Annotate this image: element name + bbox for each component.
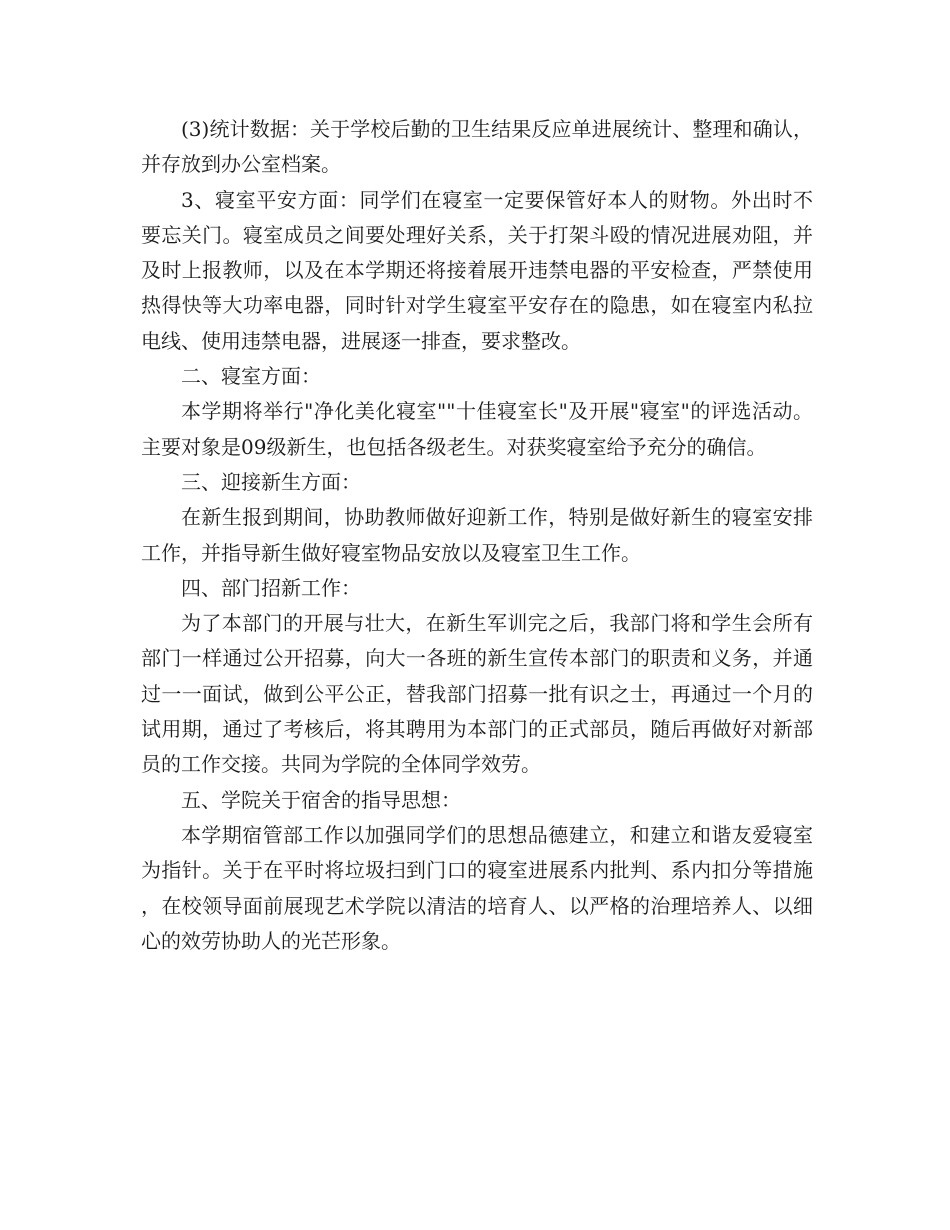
document-body	[141, 112, 813, 959]
paragraph-dorm-activities: 本学期将举行"净化美化寝室""十佳寝室长"及开展"寝室"的评选活动。主要对象是09级新生，也包括各级老生。对获奖寝室给予充分的确信。	[141, 399, 813, 459]
paragraph-recruitment: 为了本部门的开展与壮大，在新生军训完之后，我部门将和学生会所有部门一样通过公开招募，向大一各班的新生宣传本部门的职责和义务，并通过一一面试，做到公平公正，替我部门招募一批有识之士，再通过一个月的试用期，通过了考核后，将其聘用为本部门的正式部员，随后再做好对新部员的工作交接。共同为学院的全体同学效劳。	[141, 611, 813, 777]
section-heading-dorm: 二、寝室方面：	[181, 364, 321, 389]
section-heading-recruitment: 四、部门招新工作：	[181, 575, 361, 600]
paragraph-guiding-thought: 本学期宿管部工作以加强同学们的思想品德建立，和建立和谐友爱寝室为指针。关于在平时将垃圾扫到门口的寝室进展系内批判、系内扣分等措施，在校领导面前展现艺术学院以清洁的培育人、以严格的治理培养人、以细心的效劳协助人的光芒形象。	[141, 822, 813, 953]
paragraph-new-students: 在新生报到期间，协助教师做好迎新工作，特别是做好新生的寝室安排工作，并指导新生做好寝室物品安放以及寝室卫生工作。	[141, 505, 813, 565]
paragraph-dorm-safety: 3、寝室平安方面：同学们在寝室一定要保管好本人的财物。外出时不要忘关门。寝室成员之间要处理好关系，关于打架斗殴的情况进展劝阻，并及时上报教师，以及在本学期还将接着展开违禁电器的平安检查，严禁使用热得快等大功率电器，同时针对学生寝室平安存在的隐患，如在寝室内私拉电线、使用违禁电器，进展逐一排查，要求整改。	[141, 187, 813, 353]
section-heading-guiding-thought: 五、学院关于宿舍的指导思想：	[181, 787, 461, 812]
section-heading-new-students: 三、迎接新生方面：	[181, 469, 361, 494]
paragraph-statistics: (3)统计数据：关于学校后勤的卫生结果反应单进展统计、整理和确认，并存放到办公室档案。	[141, 117, 813, 177]
